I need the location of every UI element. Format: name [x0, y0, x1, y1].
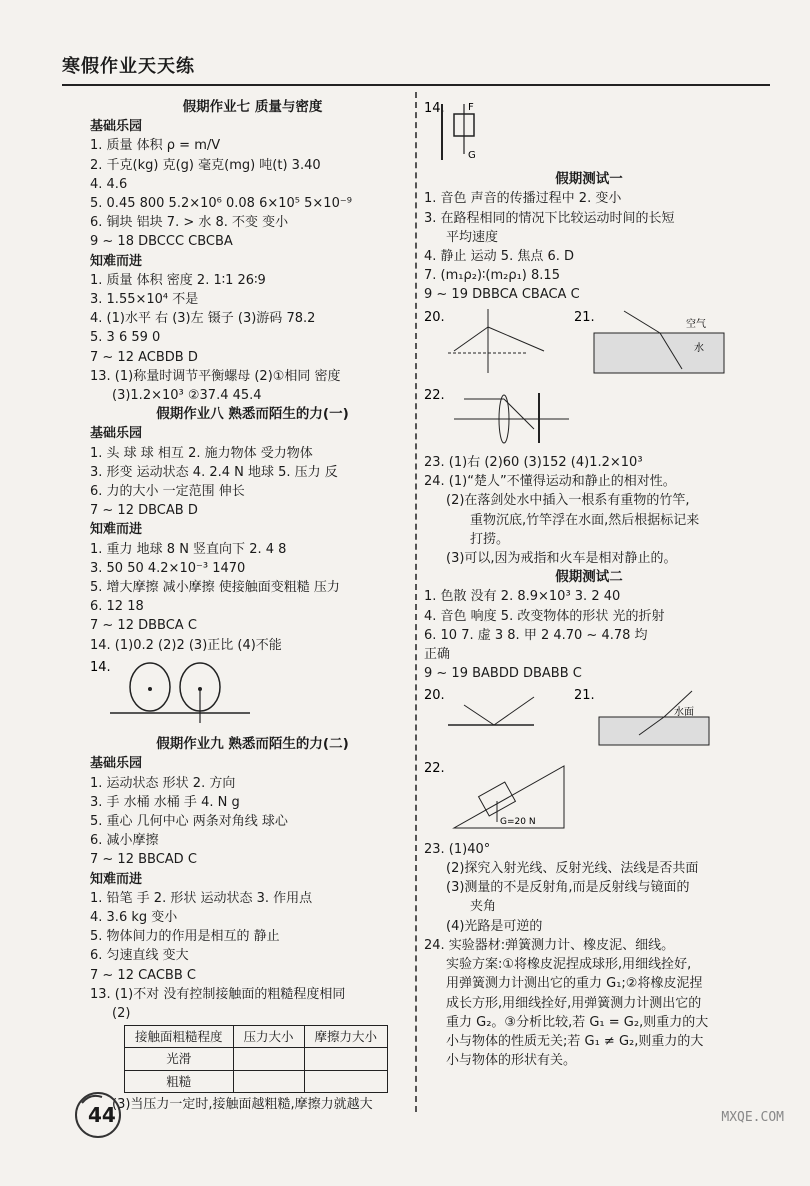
page-number-badge — [70, 1085, 130, 1145]
fig-label-20: 20. — [424, 309, 445, 325]
force-F-label: F — [468, 102, 474, 113]
answer-line: 13. (1)称量时调节平衡螺母 (2)①相同 密度 — [90, 368, 341, 384]
answer-line: 6. 匀速直线 变大 — [90, 948, 189, 964]
water-surface-label: 水面 — [674, 707, 694, 719]
answer-line: 4. 3.6 kg 变小 — [90, 909, 178, 925]
figure-eggs — [90, 657, 415, 733]
answer-line: 23. (1)右 (2)60 (3)152 (4)1.2×10³ — [424, 455, 643, 471]
answer-line: (2) — [112, 1005, 131, 1021]
fig-label: 22. — [424, 760, 445, 776]
answer-line: 6. 铜块 铝块 7. > 水 8. 不变 变小 — [90, 215, 289, 231]
figure-eggs-diagram — [90, 657, 290, 727]
column-divider — [415, 92, 417, 1112]
answer-line: 1. 重力 地球 8 N 竖直向下 2. 4 8 — [90, 541, 287, 557]
figure-hanging-block — [424, 100, 754, 168]
right-column — [424, 98, 754, 1070]
answer-line: 9 ~ 18 DBCCC CBCBA — [90, 234, 233, 250]
figure-22-incline — [424, 758, 754, 838]
answer-line: 5. 0.45 800 5.2×10⁶ 0.08 6×10⁵ 5×10⁻⁹ — [90, 196, 352, 212]
answer-line: 5. 物体间力的作用是相互的 静止 — [90, 929, 280, 945]
answer-line: 1. 音色 声音的传播过程中 2. 变小 — [424, 191, 622, 207]
table-cell — [233, 1048, 304, 1070]
answer-line: 6. 力的大小 一定范围 伸长 — [90, 484, 245, 500]
fig-label-21: 21. — [574, 309, 595, 325]
answer-line: (3)测量的不是反射角,而是反射线与镜面的 — [446, 880, 690, 896]
figure-20-21b — [424, 685, 754, 755]
answer-line: 1. 铅笔 手 2. 形状 运动状态 3. 作用点 — [90, 890, 313, 906]
table-row — [125, 1048, 388, 1070]
answer-line: (3)可以,因为戒指和火车是相对静止的。 — [446, 551, 677, 567]
table-header-cell: 摩擦力大小 — [304, 1026, 388, 1048]
answer-line: 4. 音色 响度 5. 改变物体的形状 光的折射 — [424, 608, 665, 624]
answer-line: 1. 质量 体积 密度 2. 1∶1 26∶9 — [90, 272, 266, 288]
figure-20-21b-diagram — [424, 685, 754, 749]
answer-line: 6. 减小摩擦 — [90, 833, 159, 849]
answer-line: 5. 重心 几何中心 两条对角线 球心 — [90, 813, 288, 829]
answer-line: 1. 头 球 球 相互 2. 施力物体 受力物体 — [90, 445, 313, 461]
answer-line: 正确 — [424, 647, 451, 663]
section-title: 假期作业八 熟悉而陌生的力(一) — [156, 406, 349, 423]
table-row — [125, 1070, 388, 1092]
subsection-heading: 基础乐园 — [90, 426, 143, 442]
table-header-cell: 压力大小 — [233, 1026, 304, 1048]
header-rule — [62, 84, 770, 86]
answer-line: 6. 10 7. 虚 3 8. 甲 2 4.70 ~ 4.78 均 — [424, 627, 648, 643]
answer-line: 4. 静止 运动 5. 焦点 6. D — [424, 249, 575, 265]
subsection-heading: 知难而进 — [90, 522, 143, 538]
answer-line: 5. 增大摩擦 减小摩擦 使接触面变粗糙 压力 — [90, 580, 340, 596]
answer-line: 13. (1)不对 没有控制接触面的粗糙程度相同 — [90, 986, 346, 1002]
answer-line: 3. 1.55×10⁴ 不是 — [90, 292, 199, 308]
friction-table — [124, 1025, 388, 1093]
answer-line: 2. 千克(kg) 克(g) 毫克(mg) 吨(t) 3.40 — [90, 157, 321, 173]
water-label: 水 — [694, 342, 704, 354]
answer-line: 7. (m₁ρ₂)∶(m₂ρ₁) 8.15 — [424, 268, 560, 284]
figure-hanging-block-diagram — [424, 100, 544, 162]
answer-line: 3. 50 50 4.2×10⁻³ 1470 — [90, 560, 246, 576]
table-cell: 光滑 — [125, 1048, 234, 1070]
air-label: 空气 — [686, 318, 706, 330]
answer-line: (2)探究入射光线、反射光线、法线是否共面 — [446, 861, 699, 877]
answer-line: 重力 G₂。③分析比较,若 G₁ = G₂,则重力的大 — [446, 1014, 709, 1030]
page-header-title: 寒假作业天天练 — [62, 56, 195, 77]
gravity-label: G=20 N — [500, 816, 536, 827]
answer-line: 4. (1)水平 右 (3)左 镊子 (3)游码 78.2 — [90, 311, 316, 327]
section-title: 假期作业七 质量与密度 — [182, 99, 323, 115]
watermark: MXQE.COM — [721, 1110, 784, 1125]
answer-line: 9 ~ 19 DBBCA CBACA C — [424, 287, 580, 303]
subsection-heading: 知难而进 — [90, 871, 143, 887]
figure-20-21-diagram — [424, 307, 754, 377]
answer-line: 1. 色散 没有 2. 8.9×10³ 3. 2 40 — [424, 589, 621, 605]
answer-line: 7 ~ 12 ACBDB D — [90, 349, 198, 365]
fig-label: 14. — [424, 101, 445, 116]
answer-line: (2)在落剑处水中插入一根系有重物的竹竿, — [446, 493, 690, 509]
subsection-heading: 知难而进 — [90, 253, 143, 269]
table-cell — [304, 1048, 388, 1070]
section-title: 假期测试二 — [555, 569, 623, 586]
answer-line: 14. (1)0.2 (2)2 (3)正比 (4)不能 — [90, 637, 282, 653]
answer-line: 4. 4.6 — [90, 176, 128, 192]
subsection-heading: 基础乐园 — [90, 756, 143, 772]
answer-line: (4)光路是可逆的 — [446, 918, 543, 934]
figure-22-lens-diagram — [424, 385, 574, 445]
answer-line: 24. 实验器材:弹簧测力计、橡皮泥、细线。 — [424, 937, 675, 953]
table-cell: 粗糙 — [125, 1070, 234, 1092]
answer-line: 平均速度 — [446, 229, 499, 245]
answer-line: 23. (1)40° — [424, 841, 491, 857]
fig-label-21: 21. — [574, 688, 595, 704]
answer-line: 用弹簧测力计测出它的重力 G₁;②将橡皮泥捏 — [446, 976, 703, 992]
answer-line: 实验方案:①将橡皮泥捏成球形,用细线拴好, — [446, 957, 692, 973]
answer-line: 24. (1)“楚人”不懂得运动和静止的相对性。 — [424, 474, 676, 490]
answer-line: 重物沉底,竹竿浮在水面,然后根据标记来 — [470, 512, 700, 528]
figure-22-lens — [424, 385, 754, 451]
answer-line: 3. 在路程相同的情况下比较运动时间的长短 — [424, 210, 675, 226]
answer-line: 小与物体的性质无关;若 G₁ ≠ G₂,则重力的大 — [446, 1033, 704, 1049]
answer-line: 5. 3 6 59 0 — [90, 330, 161, 346]
section-title: 假期作业九 熟悉而陌生的力(二) — [156, 736, 349, 753]
page-number: 44 — [88, 1103, 116, 1127]
answer-line: 9 ~ 19 BABDD DBABB C — [424, 666, 582, 682]
answer-line: (3)1.2×10³ ②37.4 45.4 — [112, 388, 262, 404]
table-header-cell: 接触面粗糙程度 — [125, 1026, 234, 1048]
fig-label: 22. — [424, 387, 445, 403]
answer-line: 7 ~ 12 CACBB C — [90, 967, 196, 983]
answer-line: (3)当压力一定时,接触面越粗糙,摩擦力就越大 — [112, 1096, 373, 1112]
answer-line: 3. 形变 运动状态 4. 2.4 N 地球 5. 压力 反 — [90, 464, 338, 480]
answer-line: 成长方形,用细线拴好,用弹簧测力计测出它的 — [446, 995, 702, 1011]
answer-line: 7 ~ 12 DBCAB D — [90, 503, 198, 519]
answer-line: 6. 12 18 — [90, 599, 144, 615]
subsection-heading: 基础乐园 — [90, 119, 143, 135]
answer-line: 1. 运动状态 形状 2. 方向 — [90, 775, 236, 791]
answer-line: 3. 手 水桶 水桶 手 4. N g — [90, 794, 240, 810]
left-column — [90, 98, 415, 1114]
fig-label-20: 20. — [424, 688, 445, 704]
figure-22-incline-diagram — [424, 758, 574, 832]
fig-label: 14. — [90, 659, 111, 675]
figure-20-21 — [424, 307, 754, 383]
answer-line: 打捞。 — [470, 531, 510, 547]
answer-line: 7 ~ 12 BBCAD C — [90, 852, 197, 868]
answer-line: 小与物体的形状有关。 — [446, 1053, 577, 1069]
section-title: 假期测试一 — [555, 171, 623, 188]
table-cell — [233, 1070, 304, 1092]
force-G-label: G — [468, 150, 476, 161]
answer-line: 夹角 — [470, 899, 497, 915]
table-cell — [304, 1070, 388, 1092]
answer-line: 7 ~ 12 DBBCA C — [90, 618, 197, 634]
answer-line: 1. 质量 体积 ρ = m/V — [90, 138, 221, 154]
